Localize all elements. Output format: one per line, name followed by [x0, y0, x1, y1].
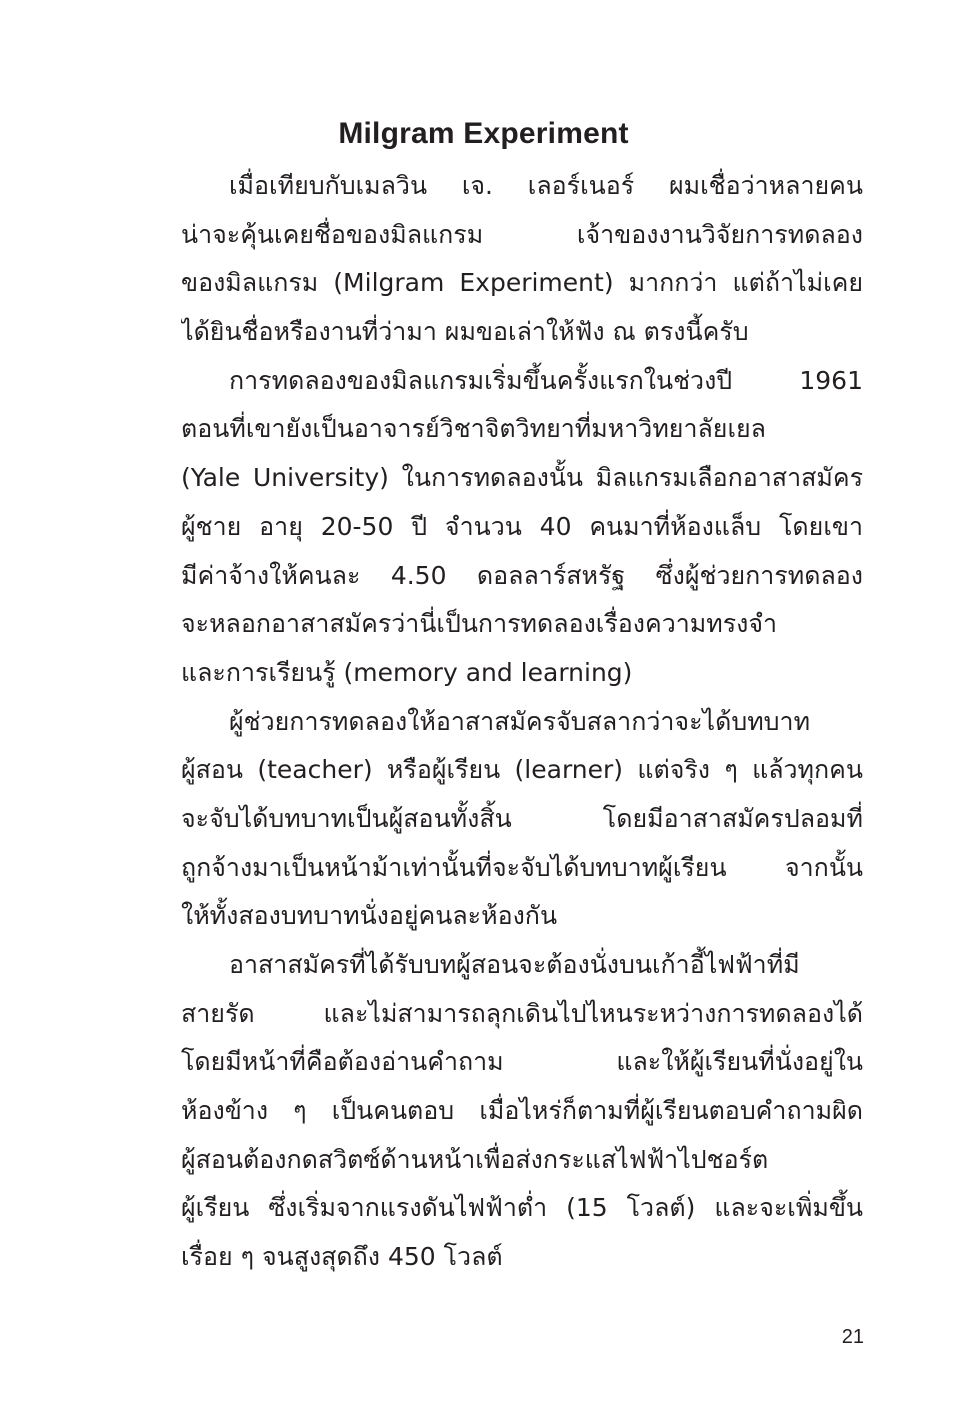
- page-number: 21: [841, 1326, 864, 1348]
- text-line: ของมิลแกรม (Milgram Experiment) มากกว่า แต่ถ้าไม่เคย: [181, 268, 863, 298]
- paragraph: [181, 941, 863, 1282]
- text-line: เรื่อย ๆ จนสูงสุดถึง 450 โวลต์: [181, 1242, 503, 1272]
- text-line: ได้ยินชื่อหรืองานที่ว่ามา ผมขอเล่าให้ฟัง ณ ตรงนี้ครับ: [181, 317, 749, 347]
- text-line: ผู้สอน (teacher) หรือผู้เรียน (learner) แต่จริง ๆ แล้วทุกคน: [181, 755, 863, 785]
- chapter-title: Milgram Experiment: [338, 117, 629, 150]
- paragraph: [181, 357, 863, 698]
- text-line: อาสาสมัครที่ได้รับบทผู้สอนจะต้องนั่งบนเก้าอี้ไฟฟ้าที่มี: [229, 950, 800, 979]
- text-line: และการเรียนรู้ (memory and learning): [181, 657, 633, 687]
- text-line: มีค่าจ้างให้คนละ 4.50 ดอลลาร์สหรัฐ ซึ่งผู้ช่วยการทดลอง: [181, 560, 863, 590]
- text-line: (Yale University) ในการทดลองนั้น มิลแกรมเลือกอาสาสมัคร: [181, 463, 863, 493]
- text-line: การทดลองของมิลแกรมเริ่มขึ้นครั้งแรกในช่วงปี 1961: [229, 365, 863, 395]
- text-line: ผู้สอนต้องกดสวิตซ์ด้านหน้าเพื่อส่งกระแสไฟฟ้าไปชอร์ต: [181, 1144, 769, 1174]
- text-line: ผู้ชาย อายุ 20-50 ปี จำนวน 40 คนมาที่ห้องแล็บ โดยเขา: [181, 511, 863, 541]
- text-line: สายรัด และไม่สามารถลุกเดินไปไหนระหว่างการทดลองได้: [181, 998, 863, 1028]
- text-line: จะจับได้บทบาทเป็นผู้สอนทั้งสิ้น โดยมีอาสาสมัครปลอมที่: [181, 803, 863, 833]
- text-line: ตอนที่เขายังเป็นอาจารย์วิชาจิตวิทยาที่มหาวิทยาลัยเยล: [181, 414, 766, 444]
- text-line: ให้ทั้งสองบทบาทนั่งอยู่คนละห้องกัน: [181, 901, 558, 931]
- text-line: ห้องข้าง ๆ เป็นคนตอบ เมื่อไหร่ก็ตามที่ผู้เรียนตอบคำถามผิด: [181, 1096, 863, 1126]
- paragraph: [181, 698, 863, 941]
- paragraph: [181, 162, 863, 357]
- body-text: [181, 162, 863, 1282]
- text-line: น่าจะคุ้นเคยชื่อของมิลแกรม เจ้าของงานวิจัยการทดลอง: [181, 219, 863, 249]
- text-line: เมื่อเทียบกับเมลวิน เจ. เลอร์เนอร์ ผมเชื่อว่าหลายคน: [229, 171, 863, 200]
- text-line: ผู้เรียน ซึ่งเริ่มจากแรงดันไฟฟ้าต่ำ (15 โวลต์) และจะเพิ่มขึ้น: [181, 1193, 863, 1223]
- text-line: ผู้ช่วยการทดลองให้อาสาสมัครจับสลากว่าจะได้บทบาท: [229, 706, 811, 736]
- text-line: ถูกจ้างมาเป็นหน้าม้าเท่านั้นที่จะจับได้บทบาทผู้เรียน จากนั้น: [181, 852, 863, 882]
- text-line: จะหลอกอาสาสมัครว่านี่เป็นการทดลองเรื่องความทรงจำ: [181, 609, 778, 639]
- text-line: โดยมีหน้าที่คือต้องอ่านคำถาม และให้ผู้เรียนที่นั่งอยู่ใน: [181, 1047, 863, 1077]
